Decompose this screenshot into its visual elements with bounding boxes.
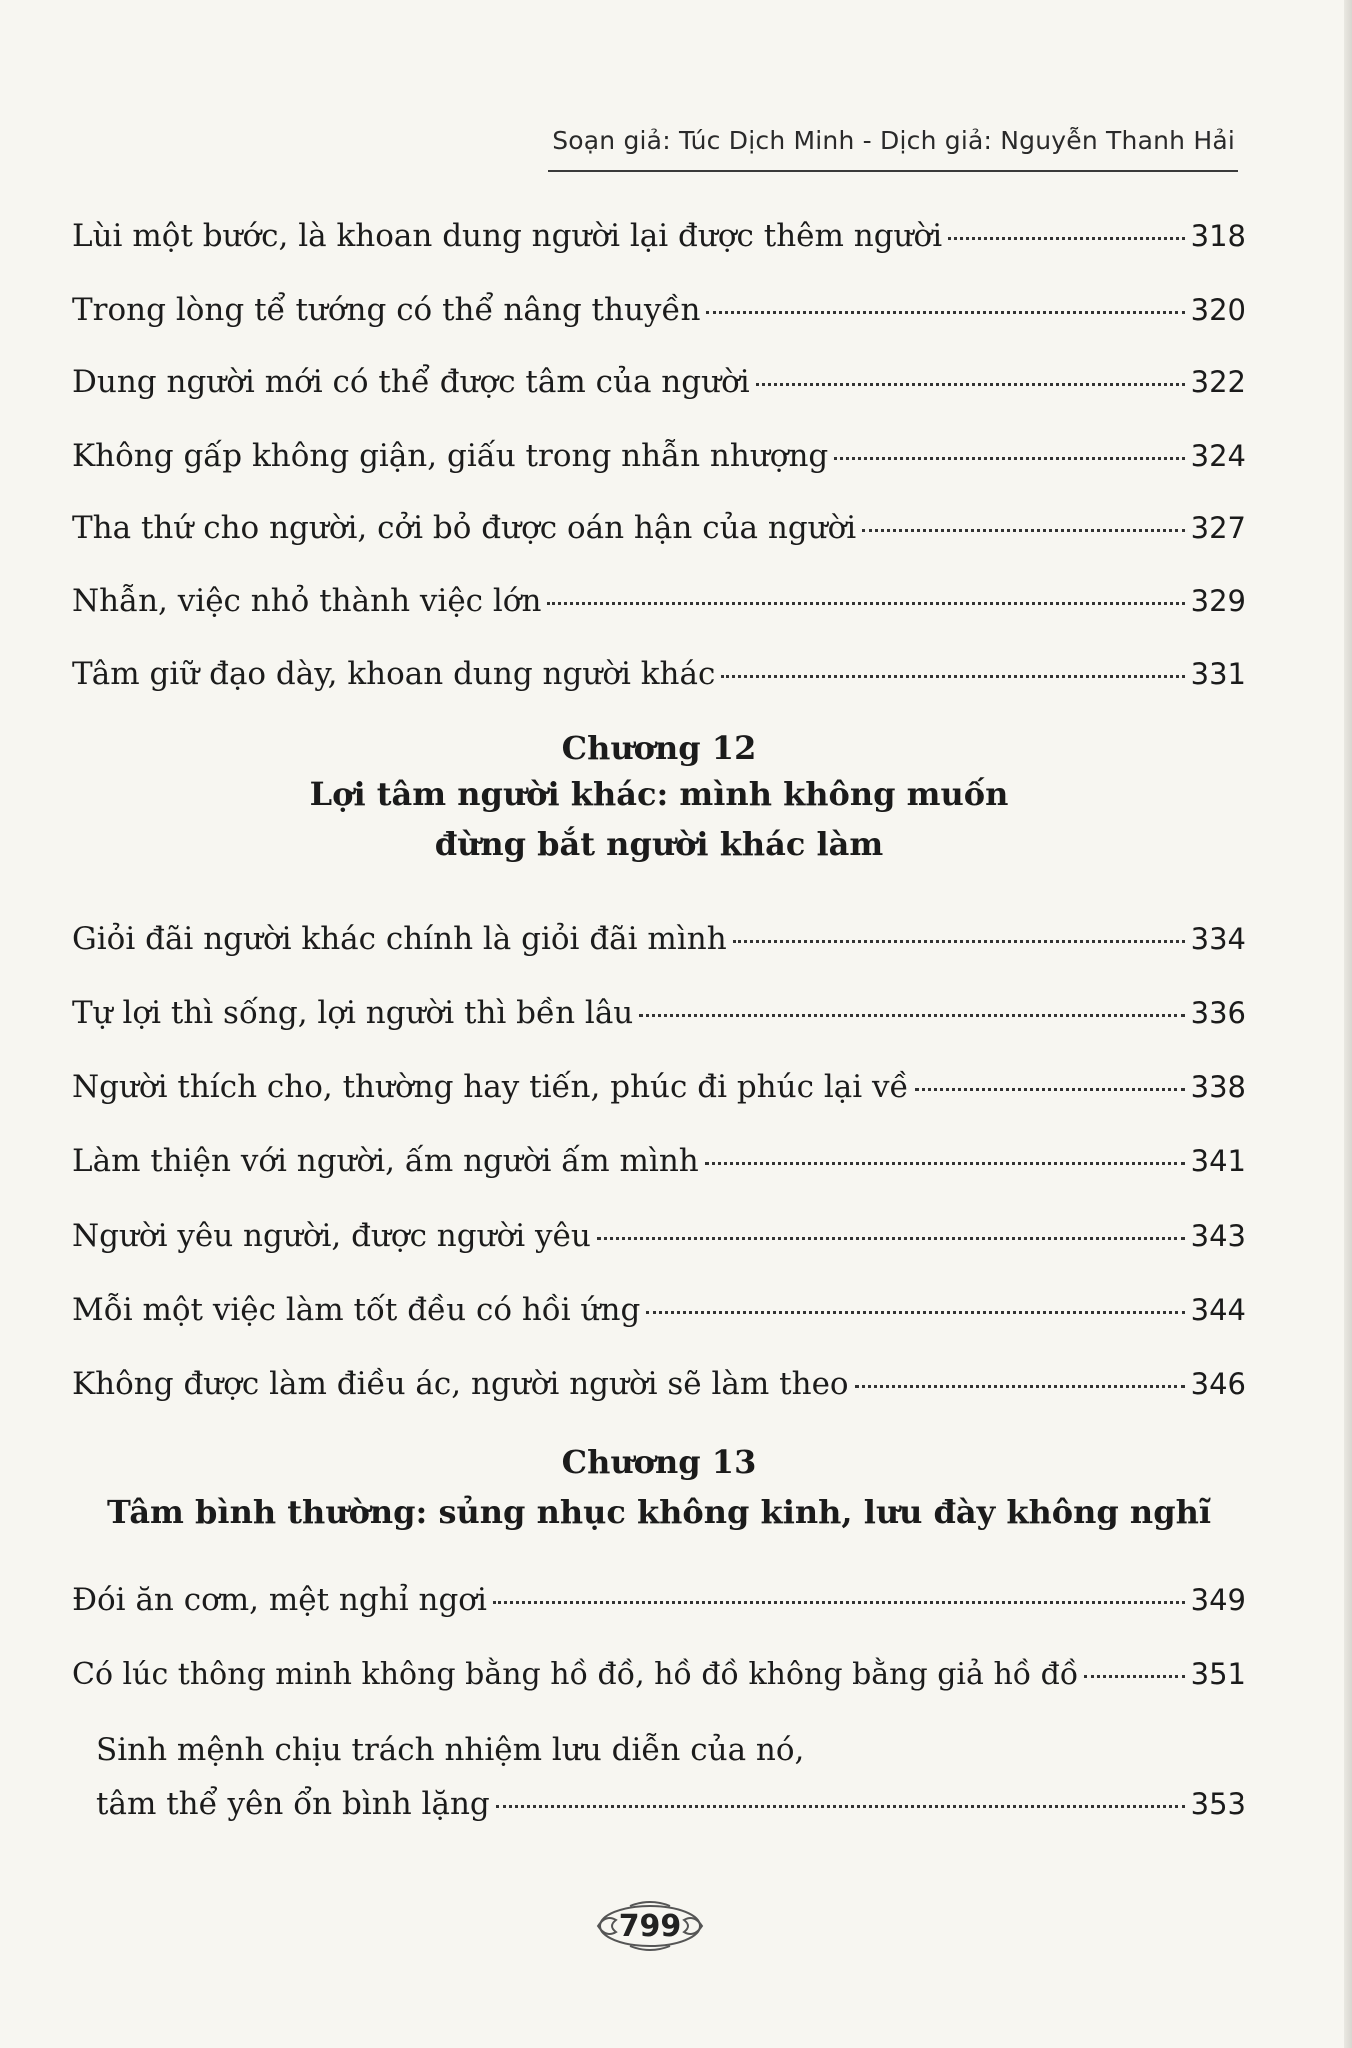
toc-entry[interactable] [72,1364,1246,1404]
dot-leader [855,1385,1185,1388]
toc-entry[interactable] [72,216,1246,256]
toc-entry[interactable] [72,1290,1246,1330]
dot-leader [915,1088,1185,1091]
toc-entry-page: 343 [1190,1219,1246,1253]
dot-leader [706,311,1184,314]
page-number: 799 [618,1908,682,1944]
page-edge [1344,0,1352,2048]
page-number-ornament [590,1896,710,1956]
chapter-13-subtitle: Tâm bình thường: sủng nhục không kinh, lưu đày không nghĩ [107,1493,1211,1531]
toc-entry-page: 336 [1190,996,1246,1030]
dot-leader [756,383,1185,386]
chapter-12-subtitle-line-1: Lợi tâm người khác: mình không muốn [309,775,1009,813]
dot-leader [496,1805,1185,1808]
toc-entry-title: Không được làm điều ác, người người sẽ làm theo [72,1366,849,1402]
toc-entry-page: 344 [1190,1293,1246,1327]
toc-entry[interactable] [72,1580,1246,1620]
toc-entry-title: Nhẫn, việc nhỏ thành việc lớn [72,583,542,619]
dot-leader [834,457,1184,460]
dot-leader [547,602,1184,605]
toc-entry-title: Trong lòng tể tướng có thể nâng thuyền [72,292,701,328]
dot-leader [597,1237,1185,1240]
toc-entry[interactable] [72,1141,1246,1181]
toc-entry[interactable] [72,993,1246,1033]
toc-entry-page: 353 [1190,1787,1246,1821]
toc-entry[interactable] [72,581,1246,621]
toc-entry[interactable] [72,436,1246,476]
toc-entry-title: Đói ăn cơm, mệt nghỉ ngơi [72,1582,487,1618]
toc-entry[interactable] [72,1654,1246,1695]
chapter-12-label: Chương 12 [561,729,757,767]
dot-leader [733,940,1185,943]
toc-entry[interactable] [96,1784,1246,1824]
chapter-13-label: Chương 13 [561,1443,757,1481]
toc-entry-title: Người yêu người, được người yêu [72,1218,591,1254]
toc-entry-title: Dung người mới có thể được tâm của người [72,364,750,400]
toc-entry-title: Không gấp không giận, giấu trong nhẫn nhượng [72,438,829,474]
toc-entry[interactable] [72,919,1246,959]
dot-leader [862,529,1184,532]
toc-entry[interactable] [72,362,1246,402]
dot-leader [721,675,1184,678]
header-rule [548,170,1238,172]
toc-entry[interactable] [72,654,1246,694]
toc-entry-page: 322 [1190,365,1246,399]
dot-leader [948,237,1185,240]
toc-entry-page: 329 [1190,584,1246,618]
toc-entry[interactable] [72,1216,1246,1256]
toc-entry-page: 334 [1190,922,1246,956]
toc-entry-title: Người thích cho, thường hay tiến, phúc đi phúc lại về [72,1069,909,1105]
dot-leader [705,1162,1185,1165]
toc-entry-page: 327 [1190,511,1246,545]
toc-entry-title: Mỗi một việc làm tốt đều có hồi ứng [72,1292,641,1328]
toc-entry-title: Tha thứ cho người, cởi bỏ được oán hận của người [72,510,857,546]
toc-entry-title-line-1: Sinh mệnh chịu trách nhiệm lưu diễn của nó, [96,1732,805,1768]
toc-entry-page: 320 [1190,293,1246,327]
dot-leader [646,1311,1184,1314]
toc-entry-page: 324 [1190,439,1246,473]
toc-entry-title-line-2: tâm thể yên ổn bình lặng [96,1786,490,1822]
toc-entry-title: Lùi một bước, là khoan dung người lại được thêm người [72,218,943,254]
toc-entry-title: Tâm giữ đạo dày, khoan dung người khác [72,656,716,692]
toc-entry-title: Có lúc thông minh không bằng hồ đồ, hồ đồ không bằng giả hồ đồ [72,1657,1079,1692]
toc-entry-title: Tự lợi thì sống, lợi người thì bền lâu [72,995,634,1031]
running-head: Soạn giả: Túc Dịch Minh - Dịch giả: Nguyễn Thanh Hải [552,126,1235,155]
chapter-12-subtitle-line-2: đừng bắt người khác làm [434,825,884,863]
toc-entry-title: Giỏi đãi người khác chính là giỏi đãi mình [72,921,727,957]
toc-entry-page: 346 [1190,1367,1246,1401]
toc-entry-page: 349 [1190,1583,1246,1617]
toc-entry[interactable] [72,290,1246,330]
toc-entry-page: 338 [1190,1070,1246,1104]
toc-entry-page: 351 [1190,1657,1246,1691]
toc-entry[interactable] [72,508,1246,548]
toc-entry-title: Làm thiện với người, ấm người ấm mình [72,1143,699,1179]
dot-leader [1084,1675,1184,1678]
dot-leader [639,1014,1184,1017]
dot-leader [493,1601,1185,1604]
toc-entry-page: 318 [1190,219,1246,253]
toc-entry-page: 341 [1190,1144,1246,1178]
toc-entry-page: 331 [1190,657,1246,691]
toc-entry[interactable] [72,1067,1246,1107]
